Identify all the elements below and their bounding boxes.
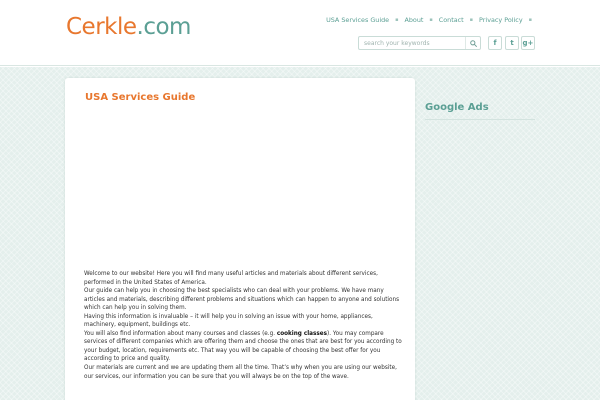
nav-separator: ▪ — [528, 17, 532, 23]
courses-text-after: ). You may compare services of different companies which are offering them and choose the ones that are best for you according to your budget, location, requirements etc. That way you will be capable of choosing the best offer for you according to price and quality. — [84, 330, 402, 363]
nav-about[interactable]: About — [404, 16, 424, 24]
nav-privacy-policy[interactable]: Privacy Policy — [479, 16, 523, 24]
content-card — [65, 78, 415, 400]
twitter-icon[interactable] — [505, 36, 519, 50]
paragraph-guide: Our guide can help you in choosing the best specialists who can deal with your problems. We have many articles and materials, describing different problems and situations which can happen to anyone and solutions which can help you in solving them. — [84, 288, 400, 312]
site-header — [0, 0, 600, 66]
site-logo[interactable] — [66, 14, 191, 40]
paragraph-courses — [84, 330, 402, 364]
paragraph-current: Our materials are current and we are updating them all the time. That’s why when you are using our website, our services, our information you can be sure that you will always be on the top of the wave. — [84, 365, 397, 380]
paragraph-information: Having this information is invaluable – it will help you in solving an issue with your home, appliances, machinery, equipment, buildings etc. — [84, 313, 373, 329]
sidebar-title: Google Ads — [425, 102, 489, 113]
twitter-label: t — [510, 39, 514, 47]
nav-usa-services-guide[interactable]: USA Services Guide — [326, 16, 390, 24]
google-plus-label: g+ — [522, 39, 534, 47]
nav-separator: ▪ — [429, 17, 433, 23]
cooking-classes-link[interactable]: cooking classes — [276, 330, 328, 337]
facebook-label: f — [493, 39, 497, 47]
page-title: USA Services Guide — [85, 92, 196, 103]
search-button[interactable] — [465, 37, 480, 49]
article-body — [84, 270, 402, 381]
sidebar-divider — [425, 119, 535, 120]
search-box — [358, 36, 481, 50]
top-nav — [320, 16, 532, 24]
logo-brand: Cerkle — [66, 14, 137, 40]
google-plus-icon[interactable] — [521, 36, 535, 50]
nav-contact[interactable]: Contact — [438, 16, 464, 24]
paragraph-welcome: Welcome to our website! Here you will find many useful articles and materials about different services, performed in the United States of America. — [84, 271, 378, 286]
ad-space — [85, 112, 395, 262]
nav-separator: ▪ — [395, 17, 399, 23]
search-input[interactable] — [359, 37, 465, 49]
facebook-icon[interactable] — [488, 36, 502, 50]
search-icon — [470, 40, 477, 47]
courses-text-before: You will also find information about many courses and classes (e.g. — [84, 330, 277, 337]
logo-tld: .com — [136, 14, 191, 40]
nav-separator: ▪ — [469, 17, 474, 23]
